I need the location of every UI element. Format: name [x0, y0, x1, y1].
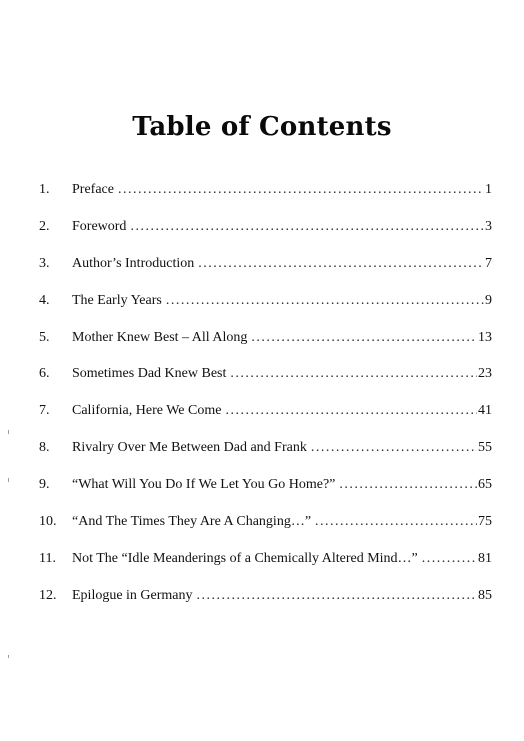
entry-number: 1. [39, 182, 50, 197]
dot-leader [339, 477, 477, 493]
entry-title: Mother Knew Best – All Along [72, 329, 248, 345]
dot-leader [230, 366, 477, 382]
entry-number: 7. [39, 403, 50, 419]
toc-entry [39, 182, 492, 219]
entry-page: 41 [478, 403, 492, 419]
page-title: Table of Contents [132, 112, 392, 142]
entry-page: 65 [478, 477, 492, 493]
entry-page: 7 [485, 255, 492, 271]
toc-entry [39, 219, 492, 256]
entry-title: Epilogue in Germany [72, 587, 193, 603]
dot-leader [198, 256, 484, 272]
entry-title: California, Here We Come [72, 403, 222, 419]
entry-title: Sometimes Dad Knew Best [72, 366, 227, 382]
entry-page: 9 [485, 292, 492, 308]
entry-page: 55 [478, 440, 492, 456]
entry-title: Preface [72, 182, 114, 197]
toc-entry [39, 588, 492, 625]
toc-list [39, 182, 492, 625]
entry-page: 23 [478, 366, 492, 382]
margin-mark [8, 478, 9, 482]
entry-title: Rivalry Over Me Between Dad and Frank [72, 440, 307, 456]
margin-mark [8, 655, 9, 658]
entry-number: 12. [39, 587, 57, 603]
entry-number: 6. [39, 366, 50, 382]
entry-number: 9. [39, 477, 50, 493]
toc-entry [39, 330, 492, 367]
entry-number: 8. [39, 440, 50, 456]
entry-page: 81 [478, 550, 492, 566]
toc-entry [39, 256, 492, 293]
toc-entry [39, 403, 492, 440]
entry-title: Author’s Introduction [72, 255, 195, 271]
entry-title: Foreword [72, 218, 127, 234]
entry-number: 10. [39, 514, 57, 530]
entry-title: “And The Times They Are A Changing…” [72, 514, 312, 530]
dot-leader [315, 514, 477, 530]
toc-entry [39, 366, 492, 403]
entry-number: 2. [39, 218, 50, 234]
entry-number: 11. [39, 550, 56, 566]
dot-leader [311, 440, 477, 456]
dot-leader [251, 330, 477, 346]
toc-entry [39, 440, 492, 477]
toc-entry [39, 477, 492, 514]
entry-page: 75 [478, 514, 492, 530]
entry-number: 4. [39, 292, 50, 308]
entry-title: “What Will You Do If We Let You Go Home?” [72, 477, 336, 493]
toc-entry [39, 293, 492, 330]
dot-leader [422, 551, 477, 567]
entry-page: 3 [485, 218, 492, 234]
dot-leader [197, 588, 477, 604]
entry-number: 3. [39, 255, 50, 271]
margin-mark [8, 430, 9, 434]
entry-title: Not The “Idle Meanderings of a Chemically Altered Mind…” [72, 550, 418, 566]
dot-leader [118, 182, 484, 198]
entry-page: 1 [485, 182, 492, 197]
toc-entry [39, 514, 492, 551]
dot-leader [130, 219, 484, 235]
entry-page: 13 [478, 329, 492, 345]
entry-title: The Early Years [72, 292, 162, 308]
entry-number: 5. [39, 329, 50, 345]
entry-page: 85 [478, 587, 492, 603]
dot-leader [225, 403, 477, 419]
toc-entry [39, 551, 492, 588]
dot-leader [166, 293, 484, 309]
